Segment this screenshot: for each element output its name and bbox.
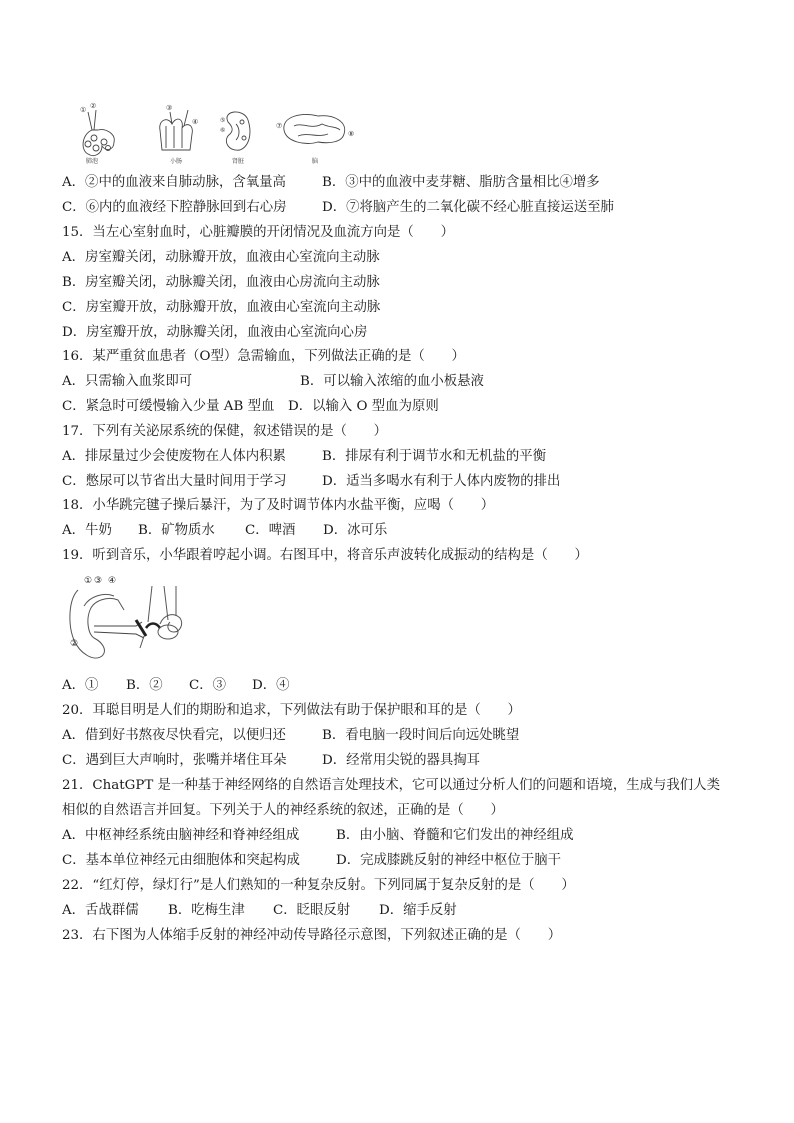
q22-option-b: B．吃梅生津: [168, 903, 245, 918]
q20-stem: 20．耳聪目明是人们的期盼和追求，下列做法有助于保护眼和耳的是（ ）: [62, 703, 521, 718]
q15-option-d: D．房室瓣开放，动脉瓣关闭，血液由心室流向心房: [62, 325, 368, 340]
q14-option-b: B．③中的血液中麦芽糖、脂肪含量相比④增多: [322, 175, 600, 190]
q19-option-b: B．②: [126, 678, 163, 693]
svg-text:⑥: ⑥: [220, 127, 226, 134]
q22-option-a: A．舌战群儒: [62, 903, 139, 918]
q17-option-d: D．适当多喝水有利于人体内废物的排出: [322, 474, 561, 489]
q18-option-a: A．牛奶: [62, 523, 112, 538]
q17-stem: 17．下列有关泌尿系统的保健，叙述错误的是（ ）: [62, 424, 388, 439]
q21-stem-line1: 21．ChatGPT 是一种基于神经网络的自然语言处理技术，它可以通过分析人们的问题和语境，生成与我们人类: [62, 778, 720, 793]
q20-option-d: D．经常用尖锐的器具掏耳: [322, 753, 481, 768]
q19-stem: 19．听到音乐，小华跟着哼起小调。右图耳中，将音乐声波转化成振动的结构是（ ）: [62, 548, 588, 563]
caption-alveoli: 肺泡: [86, 158, 99, 165]
svg-text:⑧: ⑧: [348, 130, 355, 138]
organ-diagrams: [72, 100, 362, 166]
organ-figure-strip: [72, 100, 362, 166]
q18-stem: 18．小华跳完毽子操后暴汗，为了及时调节体内水盐平衡，应喝（ ）: [62, 498, 495, 513]
ear-label-3: ③: [94, 576, 103, 586]
q21-stem-line2: 相似的自然语言并回复。下列关于人的神经系统的叙述，正确的是（ ）: [62, 803, 504, 818]
q14-option-c: C．⑥内的血液经下腔静脉回到右心房: [62, 200, 287, 215]
q15-option-b: B．房室瓣关闭，动脉瓣关闭，血液由心房流向主动脉: [62, 275, 380, 290]
svg-text:②: ②: [90, 102, 97, 110]
q22-option-c: C．眨眼反射: [273, 903, 351, 918]
ear-diagram: [64, 576, 194, 668]
svg-text:①: ①: [80, 106, 87, 114]
q17-option-b: B．排尿有利于调节水和无机盐的平衡: [322, 449, 547, 464]
q19-option-c: C．③: [189, 678, 227, 693]
q22-stem: 22．“红灯停，绿灯行”是人们熟知的一种复杂反射。下列同属于复杂反射的是（ ）: [62, 878, 575, 893]
q16-stem: 16．某严重贫血患者（O型）急需输血，下列做法正确的是（ ）: [62, 349, 465, 364]
q21-option-c: C．基本单位神经元由细胞体和突起构成: [62, 853, 300, 868]
q18-option-b: B．矿物质水: [138, 523, 215, 538]
svg-text:④: ④: [192, 118, 199, 126]
q17-option-c: C．憋尿可以节省出大量时间用于学习: [62, 474, 287, 489]
q15-option-a: A．房室瓣关闭，动脉瓣开放，血液由心室流向主动脉: [62, 250, 380, 265]
q20-option-c: C．遇到巨大声响时，张嘴并堵住耳朵: [62, 753, 287, 768]
q15-stem: 15．当左心室射血时，心脏瓣膜的开闭情况及血流方向是（ ）: [62, 225, 454, 240]
q18-option-c: C．啤酒: [245, 523, 296, 538]
q20-option-a: A．借到好书熬夜尽快看完，以便归还: [62, 728, 286, 743]
q21-option-a: A．中枢神经系统由脑神经和脊神经组成: [62, 828, 300, 843]
q21-option-d: D．完成膝跳反射的神经中枢位于脑干: [336, 853, 561, 868]
q16-option-b: B．可以输入浓缩的血小板悬液: [300, 374, 484, 389]
caption-brain: 脑: [312, 158, 319, 165]
q16-option-c: C．紧急时可缓慢输入少量 AB 型血: [62, 399, 275, 414]
ear-label-4: ④: [108, 576, 117, 586]
q21-option-b: B．由小脑、脊髓和它们发出的神经组成: [336, 828, 574, 843]
q19-option-a: A．①: [62, 678, 99, 693]
svg-text:⑤: ⑤: [220, 117, 226, 124]
ear-label-2: ②: [70, 639, 79, 649]
caption-kidney: 肾脏: [232, 158, 245, 165]
q14-option-d: D．⑦将脑产生的二氧化碳不经心脏直接运送至肺: [322, 200, 614, 215]
ear-label-1: ①: [84, 576, 93, 586]
q20-option-b: B．看电脑一段时间后向远处眺望: [322, 728, 520, 743]
q23-stem: 23．右下图为人体缩手反射的神经冲动传导路径示意图，下列叙述正确的是（ ）: [62, 928, 562, 943]
q14-option-a: A．②中的血液来自肺动脉，含氧量高: [62, 175, 286, 190]
svg-text:⑦: ⑦: [276, 122, 283, 130]
q16-option-d: D．以输入 O 型血为原则: [288, 399, 439, 414]
q17-option-a: A．排尿量过少会使废物在人体内积累: [62, 449, 286, 464]
q19-option-d: D．④: [252, 678, 290, 693]
svg-text:③: ③: [166, 104, 173, 112]
q16-option-a: A．只需输入血浆即可: [62, 374, 193, 389]
q22-option-d: D．缩手反射: [379, 903, 457, 918]
q15-option-c: C．房室瓣开放，动脉瓣开放，血液由心室流向主动脉: [62, 300, 381, 315]
q18-option-d: D．冰可乐: [323, 523, 388, 538]
caption-small-intestine: 小肠: [170, 158, 183, 165]
ear-figure: [64, 576, 194, 668]
